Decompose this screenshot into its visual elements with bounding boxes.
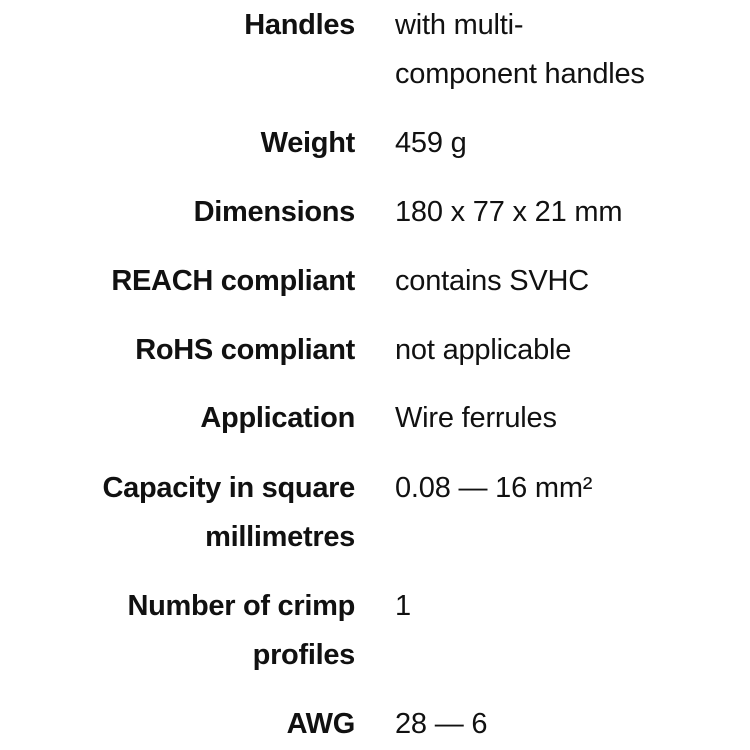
spec-value: Wire ferrules bbox=[395, 402, 557, 434]
spec-label-line1: Capacity in square bbox=[102, 472, 355, 504]
spec-value: contains SVHC bbox=[395, 265, 590, 297]
spec-value: 0.08 — 16 mm² bbox=[395, 472, 593, 504]
spec-value: 1 bbox=[395, 590, 411, 622]
spec-row-reach bbox=[0, 257, 750, 306]
spec-value-line1: with multi- bbox=[395, 9, 524, 41]
spec-label: Handles bbox=[244, 9, 355, 41]
spec-value: not applicable bbox=[395, 334, 572, 366]
spec-row-awg bbox=[0, 700, 750, 749]
spec-label bbox=[0, 464, 355, 562]
spec-row-application bbox=[0, 394, 750, 443]
spec-label: REACH compliant bbox=[111, 265, 355, 297]
spec-value: 459 g bbox=[395, 127, 467, 159]
spec-label: Weight bbox=[260, 127, 355, 159]
spec-label: Application bbox=[200, 402, 355, 434]
spec-row-crimp-profiles bbox=[0, 582, 750, 680]
spec-value bbox=[395, 1, 725, 99]
spec-row-handles bbox=[0, 1, 750, 99]
spec-label: RoHS compliant bbox=[135, 334, 355, 366]
spec-row-capacity bbox=[0, 464, 750, 562]
spec-row-dimensions bbox=[0, 188, 750, 237]
spec-row-weight bbox=[0, 119, 750, 168]
spec-label-line2: profiles bbox=[252, 639, 355, 671]
spec-label-line1: Number of crimp bbox=[127, 590, 355, 622]
spec-row-rohs bbox=[0, 326, 750, 375]
spec-value: 28 — 6 bbox=[395, 708, 488, 740]
spec-label bbox=[0, 582, 355, 680]
spec-label-line2: millimetres bbox=[205, 521, 355, 553]
spec-label: Dimensions bbox=[193, 196, 355, 228]
spec-label: AWG bbox=[286, 708, 355, 740]
spec-value-line2: component handles bbox=[395, 58, 645, 90]
spec-value: 180 x 77 x 21 mm bbox=[395, 196, 623, 228]
